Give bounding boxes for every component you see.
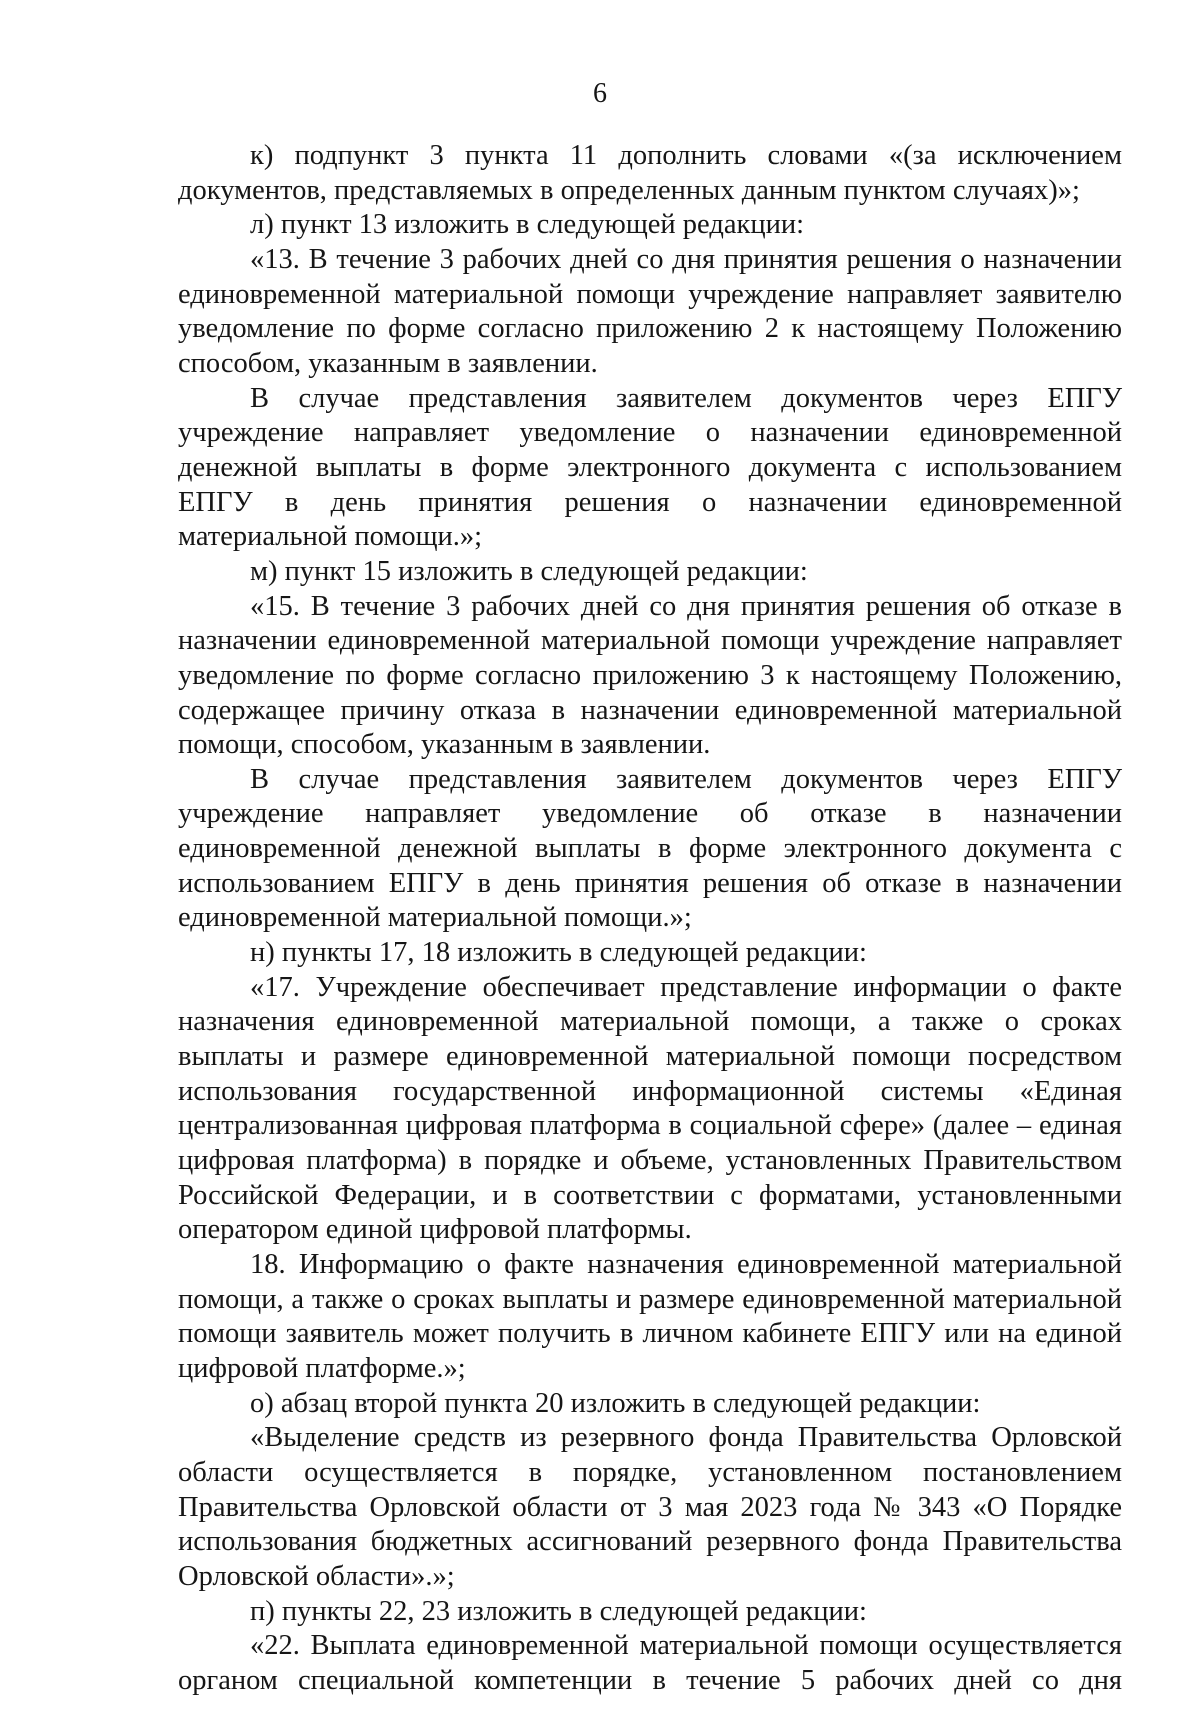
paragraph-17: «17. Учреждение обеспечивает представление информации о факте назначения единовременной материальной помощи, а также о сроках выплаты и размере единовременной материальной помощи посредством использования государственной информационной системы «Единая централизованная цифровая платформа в социальной сфере» (далее – единая цифровая платформа) в порядке и объеме, установленных Правительством Российской Федерации, и в соответствии с форматами, установленными оператором единой цифровой платформы. (178, 971, 1122, 1246)
paragraph-18: 18. Информацию о факте назначения единовременной материальной помощи, а также о сроках выплаты и размере единовременной материальной помощи заявитель может получить в личном кабинете ЕПГУ или на единой цифровой платформе.»; (178, 1249, 1122, 1384)
paragraph-reserve-fund: «Выделение средств из резервного фонда Правительства Орловской области осуществляется в порядке, установленном постановлением Правительства Орловской области от 3 мая 2023 года № 343 «О Порядке использования бюджетных ассигнований резервного фонда Правительства Орловской области».»; (178, 1422, 1122, 1592)
paragraph-15-epgu: В случае представления заявителем документов через ЕПГУ учреждение направляет уведомление об отказе в назначении единовременной денежной выплаты в форме электронного документа с использованием ЕПГУ в день принятия решения об отказе в назначении единовременной материальной помощи.»; (178, 763, 1122, 934)
paragraph-p: п) пункты 22, 23 изложить в следующей редакции: (250, 1595, 867, 1627)
paragraph-15: «15. В течение 3 рабочих дней со дня принятия решения об отказе в назначении единовременной материальной помощи учреждение направляет уведомление по форме согласно приложению 3 к настоящему Положению, содержащее причину отказа в назначении единовременной материальной помощи, способом, указанным в заявлении. (178, 590, 1122, 761)
paragraph-m: м) пункт 15 изложить в следующей редакции: (250, 555, 808, 587)
page-number: 6 (593, 78, 607, 109)
paragraph-n: н) пункты 17, 18 изложить в следующей редакции: (250, 937, 867, 969)
paragraph-13-epgu: В случае представления заявителем документов через ЕПГУ учреждение направляет уведомление о назначении единовременной денежной выплаты в форме электронного документа с использованием ЕПГУ в день принятия решения о назначении единовременной материальной помощи.»; (178, 382, 1122, 553)
paragraph-k: к) подпункт 3 пункта 11 дополнить словами «(за исключением документов, представляемых в определенных данным пунктом случаях)»; (178, 140, 1122, 206)
paragraph-l: л) пункт 13 изложить в следующей редакции: (250, 209, 804, 241)
paragraph-13: «13. В течение 3 рабочих дней со дня принятия решения о назначении единовременной материальной помощи учреждение направляет заявителю уведомление по форме согласно приложению 2 к настоящему Положению способом, указанным в заявлении. (178, 243, 1122, 379)
paragraph-22: «22. Выплата единовременной материальной помощи осуществляется органом специальной компетенции в течение 5 рабочих дней со дня (178, 1630, 1122, 1696)
document-body (178, 139, 1122, 1699)
paragraph-o: о) абзац второй пункта 20 изложить в следующей редакции: (250, 1387, 981, 1419)
